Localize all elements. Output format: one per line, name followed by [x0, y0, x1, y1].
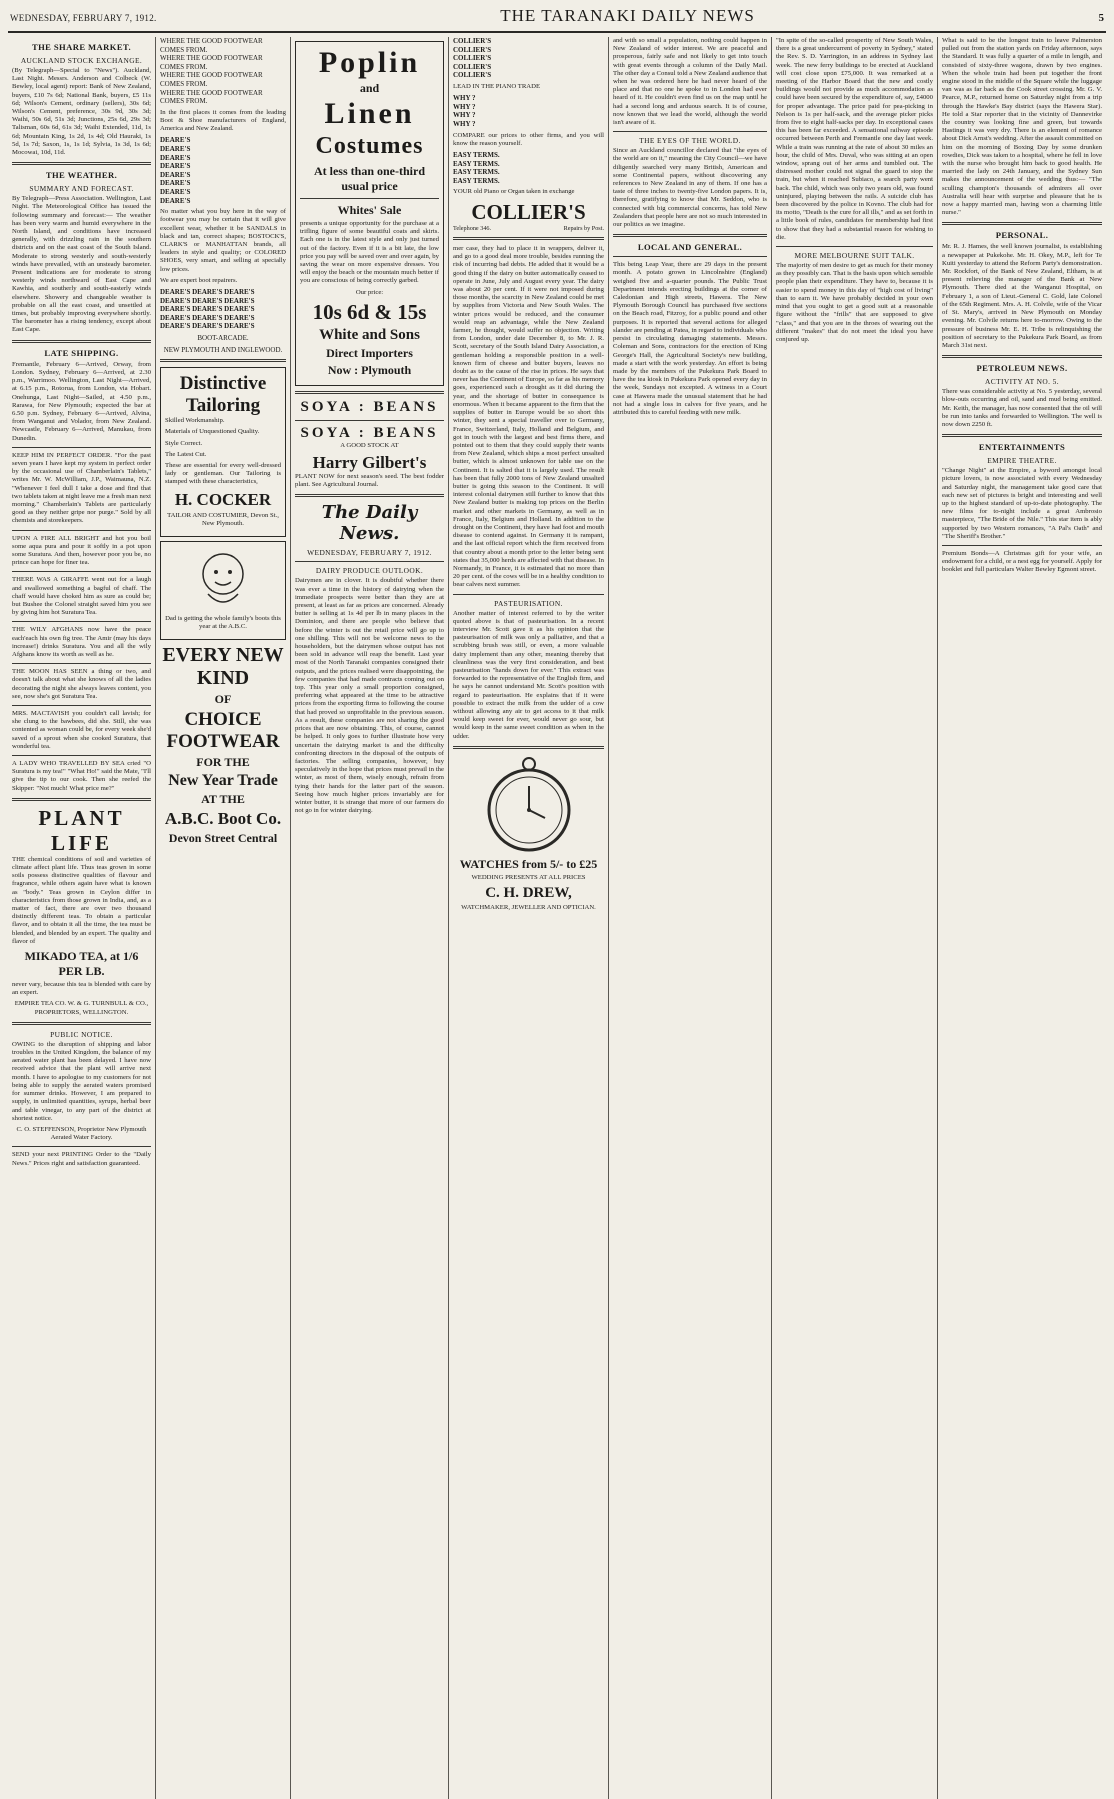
deare-body: No matter what you buy here in the way of footwear you may be certain that it will give excellent wear, whether it be SANDALS in black and tan, correct shapes; BOSTOCK'S, CLARK'S or MANHATTAN brands, all leaders in style and quality; or COLORED SHOES, very smart, and selling at specially low prices. [160, 208, 286, 273]
weather-heading: THE WEATHER. [45, 170, 118, 181]
collier-name: COLLIER'S [453, 62, 492, 71]
soya-body: PLANT NOW for next season's seed. The best fodder plant. See Agricultural Journal. [295, 473, 444, 489]
melbourne-suit-heading: MORE MELBOURNE SUIT TALK. [794, 251, 915, 261]
shipping-heading: LATE SHIPPING. [44, 347, 119, 358]
divider [12, 621, 151, 622]
plant-life-tail: never vary, because this tea is blended with care by an expert. [12, 981, 151, 997]
deare-name: DEARE'S [160, 170, 191, 179]
cocker-body: These are essential for every well-dressed lady or gentleman. Our Tailoring is stamped with these characteristics, [165, 461, 281, 486]
suratura-ad-1: UPON A FIRE ALL BRIGHT and hot you boil some aqua pura and pour it softly in a pot upon some Suratura. And then, however poor you be, no prince can hope for finer tea. [12, 534, 151, 567]
collier-why-line: WHY ? [453, 119, 476, 128]
abc-line-4: CHOICE FOOTWEAR [166, 709, 280, 753]
deare-tagline: We are expert boot repairers. [160, 276, 238, 284]
soya-name: Harry Gilbert's [312, 453, 427, 473]
column-7 [938, 37, 1106, 1799]
entertainments-body: "Change Night" at the Empire, a byword amongst local picture lovers, is now associated with every Wednesday and Saturday night, the management take good care that each new set of pictures is bright and interesting and well up to the highest standard of up-to-date photography. The new films for to-night include a great Ambrosio masterpiece, "The Bride of the Nile." This star item is ably supported by two Western romances, "A Pal's Oath" and "The Sheriff's Brother." [942, 467, 1102, 540]
deare-line: WHERE THE GOOD FOOTWEAR COMES FROM. [160, 88, 263, 106]
divider [613, 131, 767, 132]
whites-sale: Whites' Sale [337, 203, 402, 217]
deare-name-list [160, 136, 286, 205]
soya-line-1: SOYA : BEANS [300, 398, 439, 415]
deare-line: WHERE THE GOOD FOOTWEAR COMES FROM. [160, 71, 263, 88]
abc-caption: Dad is getting the whole family's boots this year at the A.B.C. [165, 614, 281, 631]
collier-heading: COLLIER'S [471, 199, 586, 224]
deare-line: WHERE THE GOOD FOOTWEAR COMES FROM. [160, 54, 263, 71]
column-5 [609, 37, 772, 1799]
divider [295, 561, 444, 562]
plant-life-heading: PLANT LIFE [38, 805, 125, 855]
whites-word-1: Poplin [318, 46, 421, 79]
cocker-advert [160, 367, 286, 537]
collier-terms [453, 151, 604, 185]
soya-stock: A GOOD STOCK AT [340, 441, 399, 449]
page-number: 5 [1098, 12, 1104, 24]
share-market-heading: THE SHARE MARKET. [31, 42, 132, 52]
collier-terms-line: EASY TERMS. [453, 150, 500, 159]
mikado-tea-price: MIKADO TEA, at 1/6 PER LB. [24, 949, 139, 979]
cocker-address: TAILOR AND COSTUMIER, Devon St., New Plymouth. [167, 511, 279, 527]
deare-grid-row: DEARE'S DEARE'S DEARE'S [160, 313, 255, 322]
deare-name: DEARE'S [160, 196, 191, 205]
collier-name: COLLIER'S [453, 37, 492, 45]
whites-word-3: Linen [324, 97, 415, 130]
abc-boot-advert [160, 541, 286, 640]
collier-name: COLLIER'S [453, 71, 492, 80]
divider [295, 391, 444, 394]
whites-advert [295, 41, 444, 386]
drew-trade: WATCHMAKER, JEWELLER AND OPTICIAN. [461, 904, 596, 912]
weather-subheading: SUMMARY AND FORECAST. [29, 184, 134, 194]
melbourne-suit-body: The majority of men desire to get as much for their money as they possibly can. That is the basis upon which sensible people plan their expenditure. They have to, because it is easier to spend money in this day of "high cost of living" than to earn it. We have probably decided in your own mind that you ought to get a good suit at a reasonable figure without the "frills" that are supposed to give "class," and that you are in the throes of wearing out the different "makes" that do not meet the ideal you have conjured up. [776, 262, 933, 343]
collier-organ: YOUR old Piano or Organ taken in exchange [453, 188, 575, 196]
personal-heading: PERSONAL. [995, 230, 1049, 241]
deare-grid-row: DEARE'S DEARE'S DEARE'S [160, 305, 255, 314]
abc-line-2: KIND [196, 667, 250, 690]
collier-why [453, 94, 604, 128]
deare-grid-row: DEARE'S DEARE'S DEARE'S [160, 287, 255, 296]
collier-name: COLLIER'S [453, 54, 492, 63]
suratura-ad-4: THE MOON HAS SEEN a thing or two, and doesn't talk about what she knows of all the ladies decorating the night she always leaves content, you see, now she's got Suratura Tea. [12, 668, 151, 700]
divider [453, 594, 604, 595]
local-general-body: This being Leap Year, there are 29 days in the present month. A potato grown in Lincolnshire (England) weighed five and a-quarter pounds. The Public Trust Department intends erecting buildings at the corner of Caledonian and High streets, Hawera. The New Plymouth Borough Council has purchased five sections on the Beach road, Fitzroy, for a public pound and other purposes. It is reported that several actions for alleged slander are pending at Patea, in regard to individuals who persist in circulating damaging statements. Messrs. Coleman and Sons, contractors for the erection of King George's Hall, the Agricultural Society's new building, made a start with the work yesterday. An effort is being made by the members of the Pukekura Park Board to have the tea kiosk in Pukekura Park opened every day in the week, Sundays not excepted. A witness in a Court case at Hawera made the unusual statement that he had not had a single loss in calves for five years, and he attributed this to careful feeding with new milk. [613, 261, 767, 416]
editorial-date: WEDNESDAY, FEBRUARY 7, 1912. [307, 548, 432, 558]
divider [12, 530, 151, 531]
whites-price: 10s 6d & 15s [312, 299, 427, 324]
deare-name: DEARE'S [160, 153, 191, 162]
public-notice-heading: PUBLIC NOTICE. [50, 1029, 113, 1039]
collier-name: COLLIER'S [453, 45, 492, 54]
divider [942, 355, 1102, 358]
empire-tea-company: EMPIRE TEA CO. W. & G. TURNBULL & CO., PROPRIETORS, WELLINGTON. [14, 1000, 149, 1016]
chamberlain-ad: KEEP HIM IN PERFECT ORDER. "For the past seven years I have kept my system in perfect order by the occasional use of Chamberlain's Tablets," writes Mr. W. McWilliam, J.P., Waimauna, N.Z. "Whenever I feel dull I take a dose and find that two tablets taken at night leave me a fresh man next morning." Chamberlain's Tablets are particularly good as they neither gripe nor purge." Sold by all chemists and storekeepers. [12, 451, 151, 525]
pasteurisation-body: Another matter of interest referred to by the writer quoted above is that of pasteurisation. In a recent interview Mr. Scott gave it as his opinion that the pasteurisation of milk was only a palliative, and that a scrubbing brush was still, or even, a more valuable dairy implement than any other, meaning thereby that cleanliness was the very first consideration, and best pasteurisation "hands down for ever." This extract was forwarded to the representative of the English firm, and he says he cannot understand Mr. Scott's position with regard to pasteurisation. He explains that if it were possible to extract the milk from the udder of a cow without allowing any air to get access to it that milk would keep sweet for ever, would never go sour, but would keep in the same sweet condition as when in the udder. [453, 609, 604, 740]
whites-name: White and Sons [319, 326, 420, 343]
divider [453, 746, 604, 749]
column-2 [156, 37, 291, 1799]
whites-subtitle: At less than one-third usual price [313, 164, 425, 193]
divider [12, 798, 151, 801]
divider [453, 237, 604, 240]
issue-date: WEDNESDAY, FEBRUARY 7, 1912. [10, 13, 157, 23]
public-notice-signature: C. O. STEFFENSON, Proprietor New Plymouth Aerated Water Factory. [16, 1125, 147, 1142]
divider [12, 755, 151, 756]
newspaper-title: THE TARANAKI DAILY NEWS [500, 6, 755, 25]
deare-line: WHERE THE GOOD FOOTWEAR COMES FROM. [160, 37, 263, 54]
divider [942, 545, 1102, 546]
divider [12, 1146, 151, 1147]
whites-word-4: Costumes [315, 133, 424, 159]
collier-repeat [453, 37, 604, 80]
collier-why-line: WHY ? [453, 102, 476, 111]
divider [295, 494, 444, 497]
deare-intro: In the first places it comes from the leading Boot & Shoe manufacturers of England, America and New Zealand. [160, 108, 286, 133]
divider [300, 198, 439, 199]
divider [12, 705, 151, 706]
collier-terms-line: EASY TERMS. [453, 168, 500, 177]
soya-line-2: SOYA : BEANS [300, 424, 439, 441]
personal-body: Mr. R. J. Hames, the well known journalist, is establishing a newspaper at Pukekohe. Mr. H. Okey, M.P., left for Te Kuiti yesterday to attend the Reform Party's demonstration. Mr. Rockfort, of the Bank of New Zealand, Eltham, is at present relieving the manager of the Bank at New Plymouth. There died at the Wanganui Hospital, on February 1, a son of Lieut.-General C. Gold, late Colonel of the 65th Regiment. Mrs. A. H. Colvile, wife of the Vicar of St. Mary's, arrived in New Plymouth on Monday evening. Mr. Colvile returns here to-morrow. Owing to the pressure of business Mr. E. H. Tribe is relinquishing the position of secretary to the Pukekura Park Board, as from March 31st next. [942, 243, 1102, 349]
column-4 [449, 37, 609, 1799]
collier-repairs: Repairs by Post. [563, 224, 604, 232]
column-3 [291, 37, 449, 1799]
pocket-watch-icon [481, 754, 577, 854]
deare-name: DEARE'S [160, 187, 191, 196]
deare-grid-row: DEARE'S DEARE'S DEARE'S [160, 296, 255, 305]
petroleum-body: There was considerable activity at No. 5 yesterday, several blow-outs occurring and oil, sand and mud being emitted. Mr. Keith, the manager, has now consented that the oil will be run into tanks and forwarded to Wellington. The well is now down 2250 ft. [942, 388, 1102, 428]
divider [160, 359, 286, 362]
petroleum-subheading: ACTIVITY AT NO. 5. [985, 377, 1059, 387]
cocker-item: The Latest Cut. [165, 450, 207, 458]
divider [12, 447, 151, 448]
baby-figure-icon [188, 550, 258, 612]
suratura-ad-3: THE WILY AFGHANS now have the peace each'each his own fig tree. The Amir (may his days increase!) drinks Suratura. You and all the wily Afghans know its worth as well as he. [12, 626, 151, 658]
drew-watches: WATCHES from 5/- to £25 [459, 856, 598, 871]
cocker-item: Skilled Workmanship. [165, 417, 225, 425]
collier-lead: LEAD IN THE PIANO TRADE [453, 82, 541, 90]
deare-grid [160, 288, 286, 331]
divider [12, 663, 151, 664]
deare-footer-2: NEW PLYMOUTH AND INGLEWOOD. [163, 345, 283, 354]
columns [8, 37, 1106, 1799]
cocker-title: Distinctive Tailoring [179, 373, 267, 417]
deare-name: DEARE'S [160, 144, 191, 153]
collier-footer [453, 225, 604, 233]
divider [942, 222, 1102, 225]
column-6 [772, 37, 938, 1799]
deare-good-footwear [160, 37, 286, 106]
masthead [8, 6, 1106, 33]
empire-theatre-heading: EMPIRE THEATRE. [987, 456, 1057, 466]
deare-name: DEARE'S [160, 179, 191, 188]
editorial-body: Dairymen are in clover. It is doubtful whether there was ever a time in the history of dairying when the immediate prospects were better than they are at present, at least as far as prices are concerned. Already butter is selling at 1s 4d per lb in many places in the Dominion, and there are people who believe that before the winter is out the retail price will go up to one shilling. This will not be welcome news to the householders, but the dairymen whose output has not been sold in advance will reap the benefit. Last year most of the North Taranaki companies consigned their outputs, and the prices realised were disappointing, the few companies that had made contracts coming out on top. This year only a small proportion consigned, preferring what appeared at the time to be attractive prices from the exporting firms to following the course that had proved so unprofitable in the previous season. As a result, these companies are not sharing the good prices that are now obtaining. This, of course, cannot be helped. It only goes to further illustrate how very uncertain the dairying market is and the difficulty confronting directors in the disposal of the outputs of factories. The selling companies, however, buy speculatively in the hope that prices must prevail in the winter, as most of them, wisely enough, refrain from tying their hands for the latter part of the season. Seeing how much higher prices invariably are for winter butter, it is strange that more of our farmers do not go in for winter dairying. [295, 577, 444, 815]
entertainments-heading: ENTERTAINMENTS [978, 442, 1066, 453]
collier-compare: COMPARE our prices to other firms, and you will know the reason yourself. [453, 131, 604, 147]
public-notice-body: OWING to the disruption of shipping and labor troubles in the United Kingdom, the balance of my aerated water plant has been delayed. I have now received advice that the plant will arrive next month. I have to apologise to my customers for not being able to supply the aerated waters promised for summer drinks. However, I am prepared to supply, in unlimited quantities, syrups, herbal beer and table vinegar, to any part of the district at shortest notice. [12, 1040, 151, 1122]
abc-name: A.B.C. Boot Co. [164, 809, 282, 829]
collier-terms-line: EASY TERMS. [453, 159, 500, 168]
petroleum-heading: PETROLEUM NEWS. [976, 363, 1068, 374]
cocker-name: H. COCKER [174, 489, 272, 509]
weather-body: By Telegraph—Press Association. Wellington, Last Night. The Meteorological Office has issued the following summary and forecast:— The weather has been very warm and humid everywhere in the North Island, and conditions have increased generally, with drizzling rain in the southern districts and on the east coast of the South Island. Moderate to strong westerly and south-westerly winds have prevailed, with an unsteady barometer. Present indications are for moderate to strong westerly winds northward of East Cape and Kawhia, and southerly and south-easterly winds elsewhere. Showery and changeable weather is probable on all the east coast, and unsettled at times, but probably improving everywhere shortly. The barometer has a rising tendency, except about East Cape. [12, 195, 151, 334]
cocker-item: Style Correct. [165, 439, 203, 447]
abc-line-5: FOR THE [196, 755, 250, 770]
col6-body: "In spite of the so-called prosperity of New South Wales, there is a great undercurrent of poverty in Sydney," stated the Rev. S. D. Yarrington, in an address in Sydney last week. The new ferry buildings to be erected at Auckland will cost close upon £75,000. It was remarked at a meeting of the Harbor Board that the new and costly buildings would not provide as much accommodation as could have been secured by the expenditure of, say, £4000 for proper advantage. The price paid for pea-picking in Nelson is 1s per half-sack, and the average picker picks from five to eight half-sacks per day. In exceptional cases this has been far exceeded. A sensational railway episode occurred between Perth and Fremantle one day last week. While a train was running at the rate of about 30 miles an hour, the child of Mrs. Duval, who was sitting at an open window, sprang out of her arms and tumbled out. The distressed mother could not signal the guard to stop the train, but when it reached Subiaco, a search party went back. The child, which was only two years old, was found uninjured, playing between the rails. A suicide club has been discovered by the police in Kovno. The club had for its motto, "Death is the cure for all ills," and as set forth in a little book of rules, candidates for membership had first to show that they had a substantial reason for wishing to die. [776, 37, 933, 241]
share-market-subheading: AUCKLAND STOCK EXCHANGE. [20, 56, 143, 65]
editorial-heading: DAIRY PRODUCE OUTLOOK. [315, 566, 424, 576]
column-1 [8, 37, 156, 1799]
suratura-ad-5: MRS. MACTAVISH you couldn't call lavish; for she clung to the bawbees, did she. Still, she was contented as woman could be, for every week she'd saved of a sprout when she cooked Suratura, that wonderful tea. [12, 710, 151, 750]
eyes-of-world-heading: THE EYES OF THE WORLD. [639, 136, 741, 146]
deare-grid-row: DEARE'S DEARE'S DEARE'S [160, 322, 255, 331]
dairy-continued-body: mer case, they had to place it in wrappers, deliver it, and go to a good deal more trouble, besides running the risk of incurring bad debts. He added that it would be a good thing if the dairy on butter automatically ceased to operate in June, July and August every year. The dairy was about 20 per cent. If it were not imposed during those months, the scarcity in New Zealand could be met by supplies from Victoria and New South Wales. The winter prices would be reduced, and the consumer would reap an advantage, while the New Zealand farmer, he thought, would suffer no objection. Writing from London, under date December 8, to Mr. J. R. Scott, secretary of the South Island Dairy Association, a gentleman holding a responsible position in a well-known firm of cheese and butter buyers, leaves no doubt as to the cause of the rise in prices. He says that never has the Continent of Europe, so far as his memory goes, experienced such a drought as it did during the year, and the shortage of butter in consequence is enormous. When it became apparent to the firm that the supplies of butter in Europe would be so short this winter, they sent a special traveller over to Germany, France, Switzerland, Italy, Holland and Belgium, and got in touch with the largest and best firms there, and pointed out to them that they could supply their wants from New Zealand, which ships a most perfect unsalted butter, which is almost unknown for table use on the Continent. It is salted that it is largely used. The result has been that fully 2000 tons of New Zealand unsalted butter is going this season to the Continent. It will interest colonial dairymen still further to know that this New Zealand butter is making top prices on the Berlin market and other markets in Germany, as well as in France, Italy, Belgium and Holland. In addition to the drought on the Continent, they have had foot and mouth disease to contend against. In Germany it is rampant, and the last official report which the firm received from that country about a month prior to the letter being sent states that 35,000 herds are affected with that disease. In Normandy, in France, it is estimated that no more than 20 per cent. of the cows will be in a healthy condition to bear calves next summer. [453, 245, 604, 589]
divider [12, 162, 151, 165]
editorial-flag: The Daily News. [321, 502, 418, 545]
abc-line-7: AT THE [201, 792, 245, 807]
deare-footer-1: BOOT-ARCADE. [197, 333, 249, 342]
divider [613, 256, 767, 257]
collier-terms-line: EASY TERMS. [453, 176, 500, 185]
drew-wedding: WEDDING PRESENTS AT ALL PRICES [471, 873, 586, 881]
collier-why-line: WHY ? [453, 111, 476, 120]
local-general-heading: LOCAL AND GENERAL. [637, 242, 743, 253]
divider [295, 420, 444, 421]
abc-line-6: New Year Trade [168, 772, 278, 790]
whites-body: presents a unique opportunity for the purchase at a trifling figure of some beautiful coats and skirts. Each one is in the latest style and only just turned out of the factory. Even if it is a bit late, the low price you pay will be saved over and over again, by saving the wear on more expensive dresses. You will enjoy the beach or the mountain much better if you are conscious of being correctly garbed. [300, 220, 439, 285]
collier-telephone: Telephone 346. [453, 224, 492, 232]
cocker-item: Materials of Unquestioned Quality. [165, 428, 260, 436]
whites-price-label: Our price: [355, 288, 384, 296]
shipping-body: Fremantle, February 6—Arrived, Orway, from London. Sydney, February 6—Arrived, at 2.30 p.m., Warrimoo. Wellington, Last Night—Arrived, at 6.15 p.m., Rotorua, from London, via Hobart. Onehunga, Last Night—Sailed, at 4.50 p.m., Rarawa, for New Plymouth; expected the bar at 6.50 p.m. Sydney, February 6—Arrived, Alvina, from Wanganui and Volador, from New Zealand. Newcastle, February 6—Arrived, Manukau, from Dunedin. [12, 360, 151, 442]
col5-body: and with so small a population, nothing could happen in New Zealand of wider interest. We are peaceful and prosperous, fairly safe and not likely to get into touch with great events through a column of the Daily Mail. The other day a Consul told a New Zealand audience that when he was ordered here he had never heard of the place and that no one he spoke to in London had ever heard of it. He couldn't even find us on the map until he had a second long and arduous search. It is of course, now known that we lead the world, although the world isn't aware of it. [613, 37, 767, 127]
deare-name: DEARE'S [160, 162, 191, 171]
pasteurisation-heading: PASTEURISATION. [494, 598, 563, 608]
divider [776, 246, 933, 247]
col7-body: What is said to be the longest train to leave Palmerston pulled out from the station yards on Friday afternoon, says the Standard. It was fully a quarter of a mile in length, and consisted of sixty-three wagons, drawn by two engines. When the whole train had been put together the front engine stood in the middle of the Square while the luggage van was as far back as the Cook street crossing. Mr. G. V. Pearce, M.P., returned home on Saturday night from a trip through the Hawke's Bay district (says the Hawera Star). He told a Star reporter that in the vicinity of Dannevirke the country was looking fine and green, but towards Hastings it was very dry. There is an element of romance about Dick Arnst's wedding. After the assault committed on him on the morning of Boxing Day by some drunken rowdies, Dick was taken to a hospital, where he fell in love with the nurse who brought him back to good health. He married the lady on 24th January, and the Sydney Sun makes the announcement of the wedding thus:— "The sculling champion's thousands of admirers all over Australia will hear with surprise and pleasure that he is now a happy married man, having won a charming little nurse." [942, 37, 1102, 217]
divider [12, 340, 151, 343]
abc-line-1: EVERY NEW [162, 644, 284, 667]
premium-bonds-notice: Premium Bonds—A Christmas gift for your wife, an endowment for a child, or a nest egg for yourself. Apply for booklet and full particulars Walter Bewley Egmont street. [942, 549, 1102, 574]
deare-name: DEARE'S [160, 136, 191, 145]
suratura-ad-2: THERE WAS A GIRAFFE went out for a laugh and swallowed something a bagful of chaff. The chaff would have choked him as sure as could be; but Bushee the Colonel straight saved him you see by giving him hot Suratura Tea. [12, 576, 151, 617]
suratura-ad-6: A LADY WHO TRAVELLED BY SEA cried "O Suratura is my tea!" "What Ho!" said the Mate, "I'll give the tip to our cook. Then she reefed the Skipper: "Not much! What price me?" [12, 760, 151, 792]
divider [942, 434, 1102, 437]
drew-name: C. H. DREW, [485, 885, 572, 902]
whites-word-2: and [359, 81, 380, 95]
plant-life-body: THE chemical conditions of soil and varieties of climate affect plant life. Thus teas grown in some soils possess distinctive qualities of flavour and fragrance, while others again have what is known as "body." Teas grown in Ceylon differ in characteristics from those grown in India, and, as a matter of fact, there are over two thousand distinctly different teas. To obtain a particular flavor, and to obtain it all the time, the tea must be blended, and blended by an expert. The quality and flavor of [12, 855, 151, 945]
divider [12, 1022, 151, 1025]
whites-town: Now : Plymouth [327, 362, 412, 377]
divider [12, 571, 151, 572]
whites-importers: Direct Importers [326, 345, 413, 360]
abc-street: Devon Street Central [168, 831, 278, 846]
eyes-of-world-body: Since an Auckland councillor declared that "the eyes of the world are on it," meaning the City Council—we have diligently searched very many British, American and some Continental papers, without discovering any references to New Zealand in any of them. If one has a taste of three inches to twenty-five London papers. It is, therefore, gratifying to know that Mr. Seddon, who is connected with big commercial concerns, has told New Zealanders that people here are not so much interested in our politics as we imagine. [613, 147, 767, 229]
divider [613, 234, 767, 237]
printing-notice: SEND your next PRINTING Order to the "Daily News." Prices right and satisfaction guaranteed. [12, 1151, 151, 1167]
abc-line-3: OF [214, 692, 232, 707]
share-market-body: (By Telegraph—Special to "News"). Auckland, Last Night. Messrs. Anderson and Colbeck (W. Bewley, local agent) report: Bank of New Zealand, buyers, £10 7s 6d; National Bank, buyers, £5 11s 6d; Wilson's Cement, ordinary (sellers), 30s 6d; Wilson's Cement, preference, 30s 9d, 30s 3d; Waihi, 50s 6d, 51s 3d; Junctions, 25s 6d, 29s 3d; Talisman, 60s 6d, 61s 3d; Waihi Extended, 11d, 1s 6d; Mountain King, 1s 2d, 1s 4d; Old Hauraki, 1s 5d, 1s 7d; Saxon, 1s, 1s 1d; Sylvia, 1s 3d, 1s 6d; Mocowai, 10d, 11d. [12, 67, 151, 157]
collier-why-line: WHY ? [453, 94, 476, 103]
